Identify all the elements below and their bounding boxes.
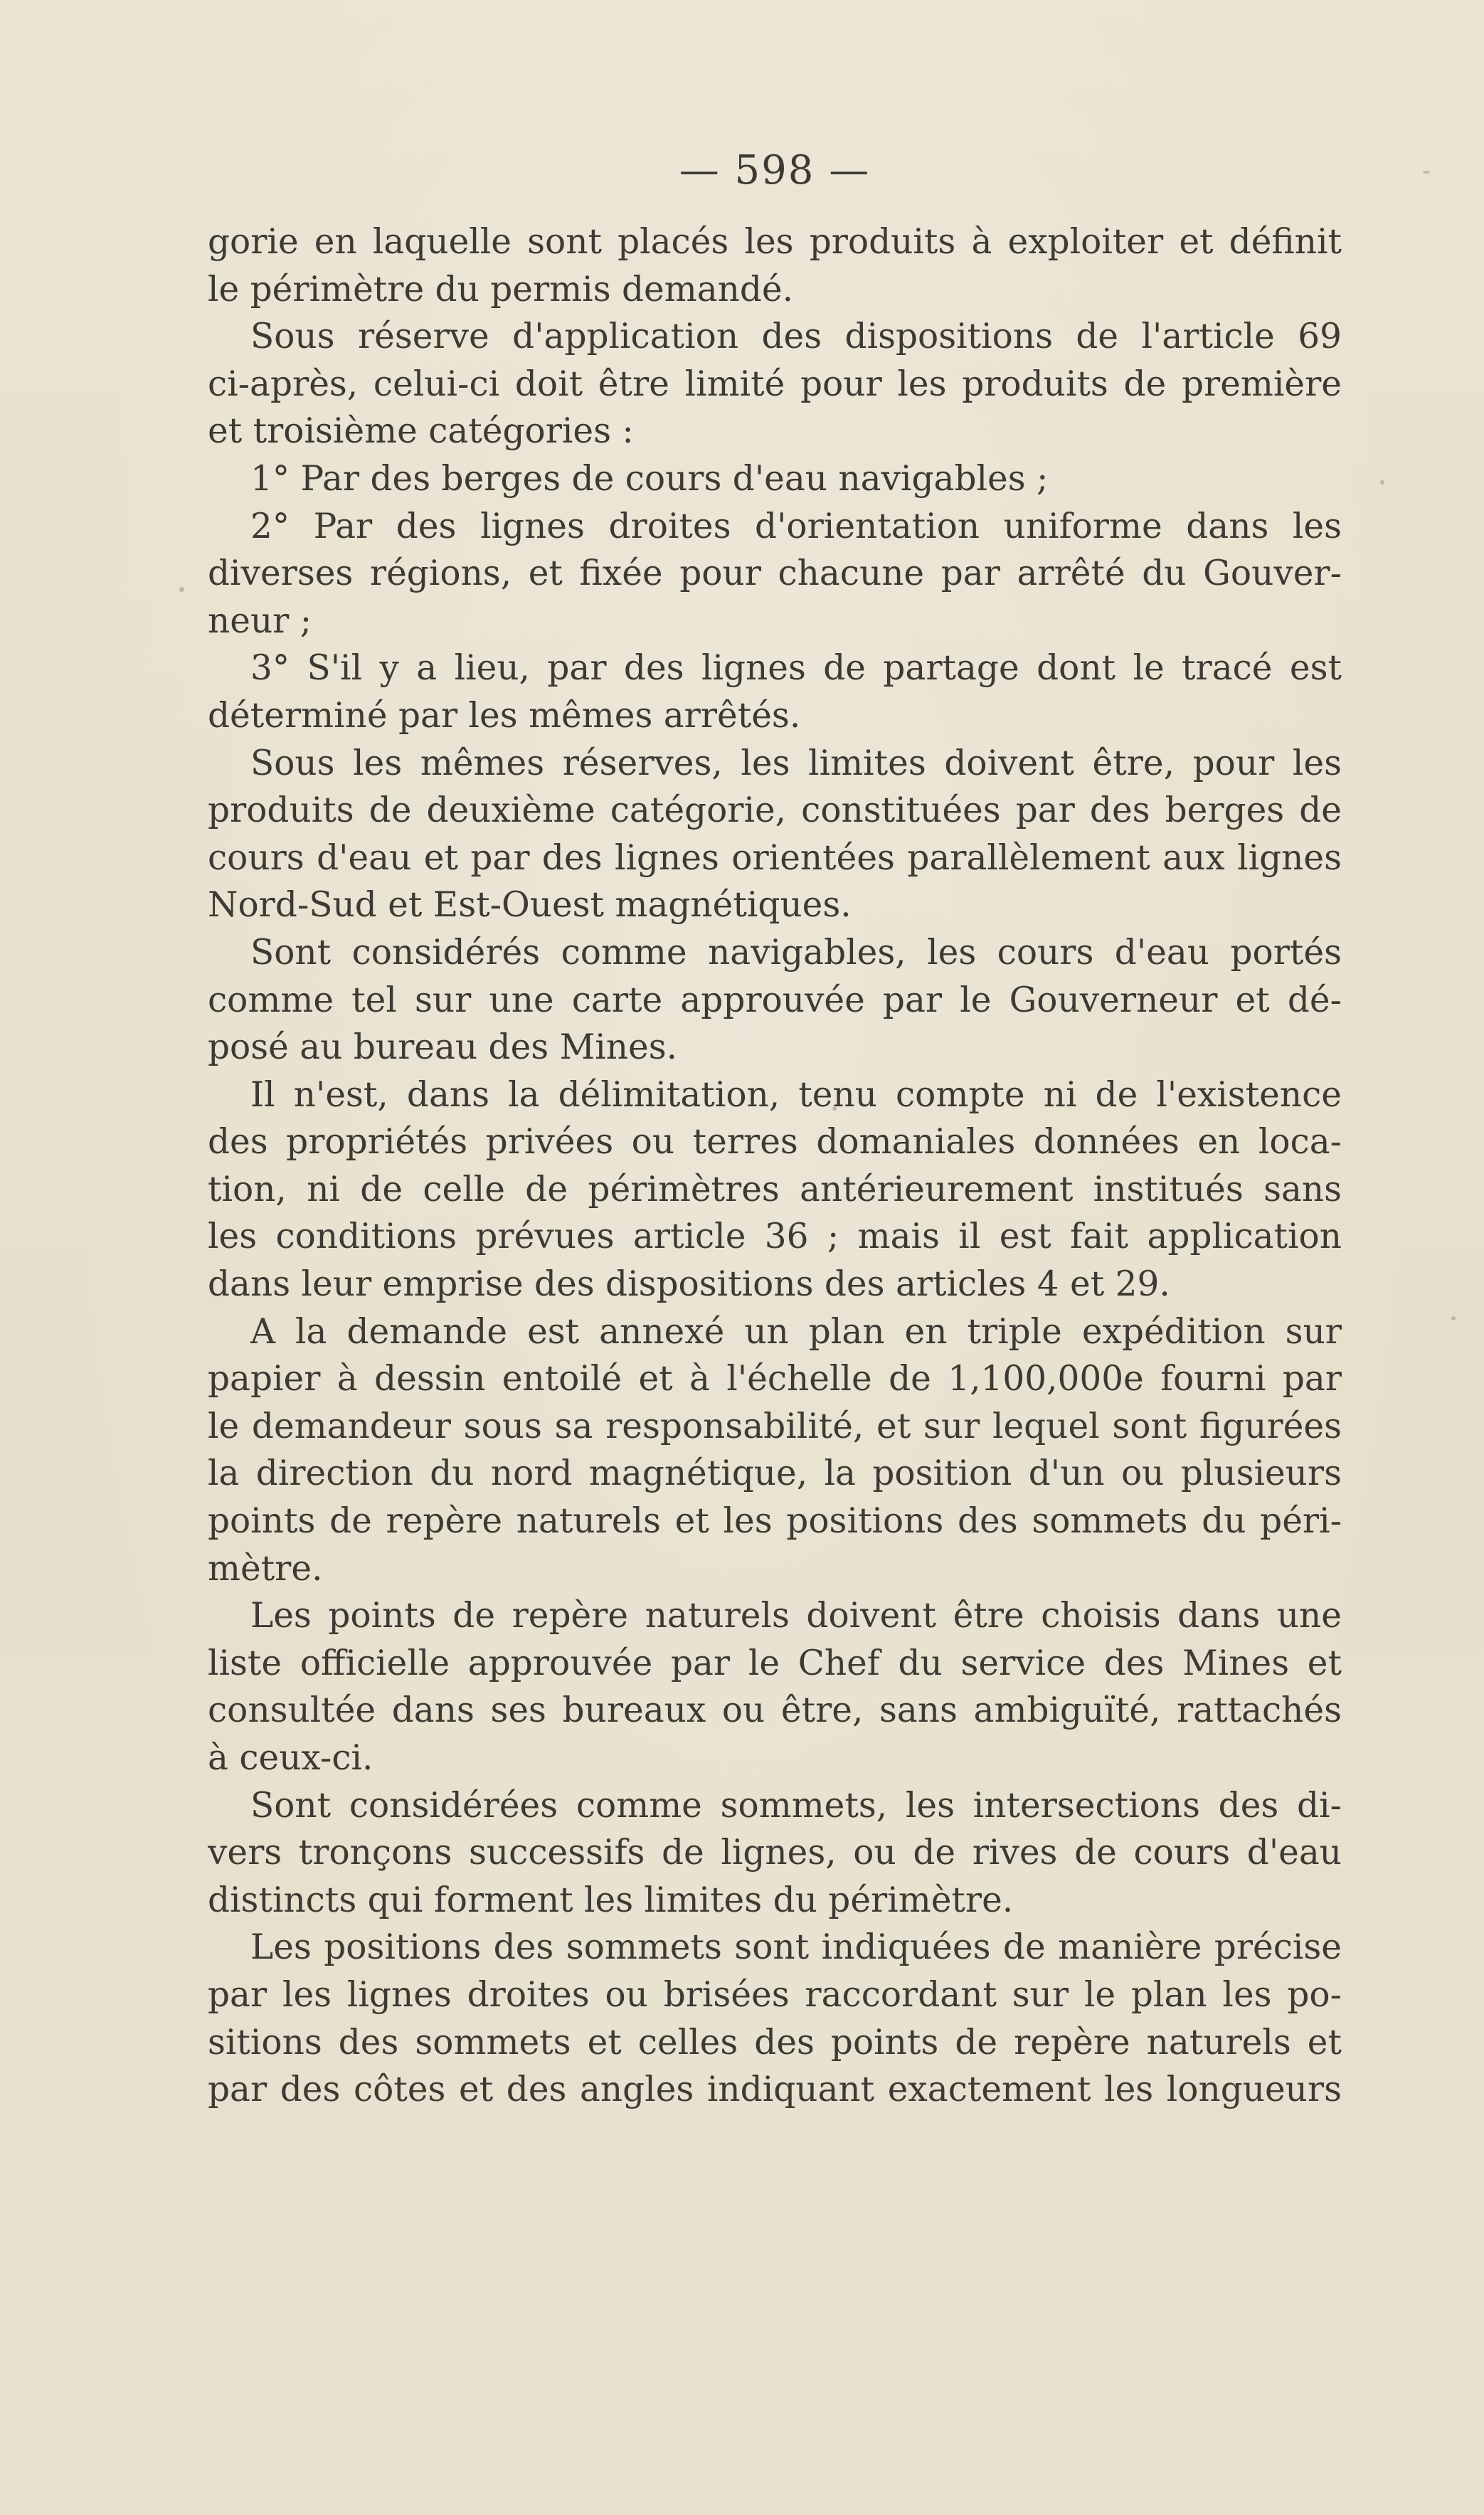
paragraph: [208, 645, 1342, 739]
text-line: Les positions des sommets sont indiquées de manière précise: [250, 1927, 1342, 1968]
text-line: diverses régions, et fixée pour chacune par arrêté du Gouver-: [208, 554, 1342, 594]
text-line: à ceux-ci.: [208, 1738, 373, 1778]
text-line: 3° S'il y a lieu, par des lignes de partage dont le tracé est: [250, 648, 1342, 689]
text-line: le demandeur sous sa responsabilité, et sur lequel sont figurées: [208, 1406, 1342, 1446]
text-line: Sont considérés comme navigables, les cours d'eau portés: [250, 932, 1342, 973]
paragraph: [208, 1924, 1342, 2113]
text-line: des propriétés privées ou terres domaniales données en loca-: [208, 1122, 1342, 1163]
text-line: distincts qui forment les limites du périmètre.: [208, 1880, 1014, 1920]
text-line: par les lignes droites ou brisées raccordant sur le plan les po-: [208, 1974, 1342, 2015]
paragraph: [208, 929, 1342, 1071]
text-line: déterminé par les mêmes arrêtés.: [208, 695, 801, 736]
paragraph: [208, 218, 1342, 313]
text-line: gorie en laquelle sont placés les produits à exploiter et définit: [208, 222, 1342, 262]
text-line: cours d'eau et par des lignes orientées parallèlement aux lignes: [208, 837, 1342, 878]
text-line: Sous réserve d'application des dispositions de l'article 69: [250, 317, 1342, 357]
paragraph: [208, 1071, 1342, 1308]
page-number: — 598 —: [679, 147, 871, 194]
text-line: Sous les mêmes réserves, les limites doivent être, pour les: [250, 743, 1342, 783]
text-line: mètre.: [208, 1548, 323, 1589]
text-line: sitions des sommets et celles des points de repère naturels et: [208, 2022, 1342, 2063]
text-line: les conditions prévues article 36 ; mais il est fait application: [208, 1217, 1342, 1257]
paper-speck: [832, 1106, 837, 1111]
text-line: posé au bureau des Mines.: [208, 1027, 678, 1068]
paper-speck: [1423, 171, 1430, 174]
text-line: Sont considérées comme sommets, les intersections des di-: [250, 1785, 1342, 1826]
paragraph: [208, 455, 1342, 503]
body-text: [208, 218, 1342, 2114]
text-line: Nord-Sud et Est-Ouest magnétiques.: [208, 885, 852, 926]
paragraph: [208, 1592, 1342, 1781]
paper-speck: [1380, 480, 1384, 485]
paragraph: [208, 503, 1342, 645]
paragraph: [208, 1782, 1342, 1924]
paragraph: [208, 1308, 1342, 1593]
text-line: A la demande est annexé un plan en triple expédition sur: [250, 1311, 1342, 1352]
text-line: 2° Par des lignes droites d'orientation uniforme dans les: [250, 506, 1342, 546]
paper-speck: [179, 587, 184, 592]
text-line: 1° Par des berges de cours d'eau navigables ;: [250, 458, 1049, 499]
text-line: Les points de repère naturels doivent être choisis dans une: [250, 1596, 1342, 1636]
paper-speck: [1451, 1316, 1456, 1320]
text-line: tion, ni de celle de périmètres antérieurement institués sans: [208, 1169, 1342, 1209]
text-line: Il n'est, dans la délimitation, tenu compte ni de l'existence: [250, 1074, 1342, 1115]
text-line: dans leur emprise des dispositions des articles 4 et 29.: [208, 1264, 1170, 1305]
text-line: par des côtes et des angles indiquant exactement les longueurs: [208, 2070, 1342, 2110]
text-line: consultée dans ses bureaux ou être, sans ambiguïté, rattachés: [208, 1690, 1342, 1731]
text-line: points de repère naturels et les positions des sommets du péri-: [208, 1501, 1342, 1542]
text-line: et troisième catégories :: [208, 411, 634, 452]
text-line: ci-après, celui-ci doit être limité pour les produits de première: [208, 364, 1342, 404]
text-line: le périmètre du permis demandé.: [208, 269, 794, 309]
text-line: la direction du nord magnétique, la position d'un ou plusieurs: [208, 1454, 1342, 1494]
text-line: vers tronçons successifs de lignes, ou de rives de cours d'eau: [208, 1833, 1342, 1873]
text-line: produits de deuxième catégorie, constituées par des berges de: [208, 790, 1342, 831]
paragraph: [208, 740, 1342, 929]
paragraph: [208, 313, 1342, 455]
text-line: neur ;: [208, 600, 312, 641]
text-line: liste officielle approuvée par le Chef du service des Mines et: [208, 1643, 1342, 1683]
text-line: papier à dessin entoilé et à l'échelle de 1,100,000e fourni par: [208, 1359, 1342, 1399]
text-line: comme tel sur une carte approuvée par le Gouverneur et dé-: [208, 980, 1342, 1020]
